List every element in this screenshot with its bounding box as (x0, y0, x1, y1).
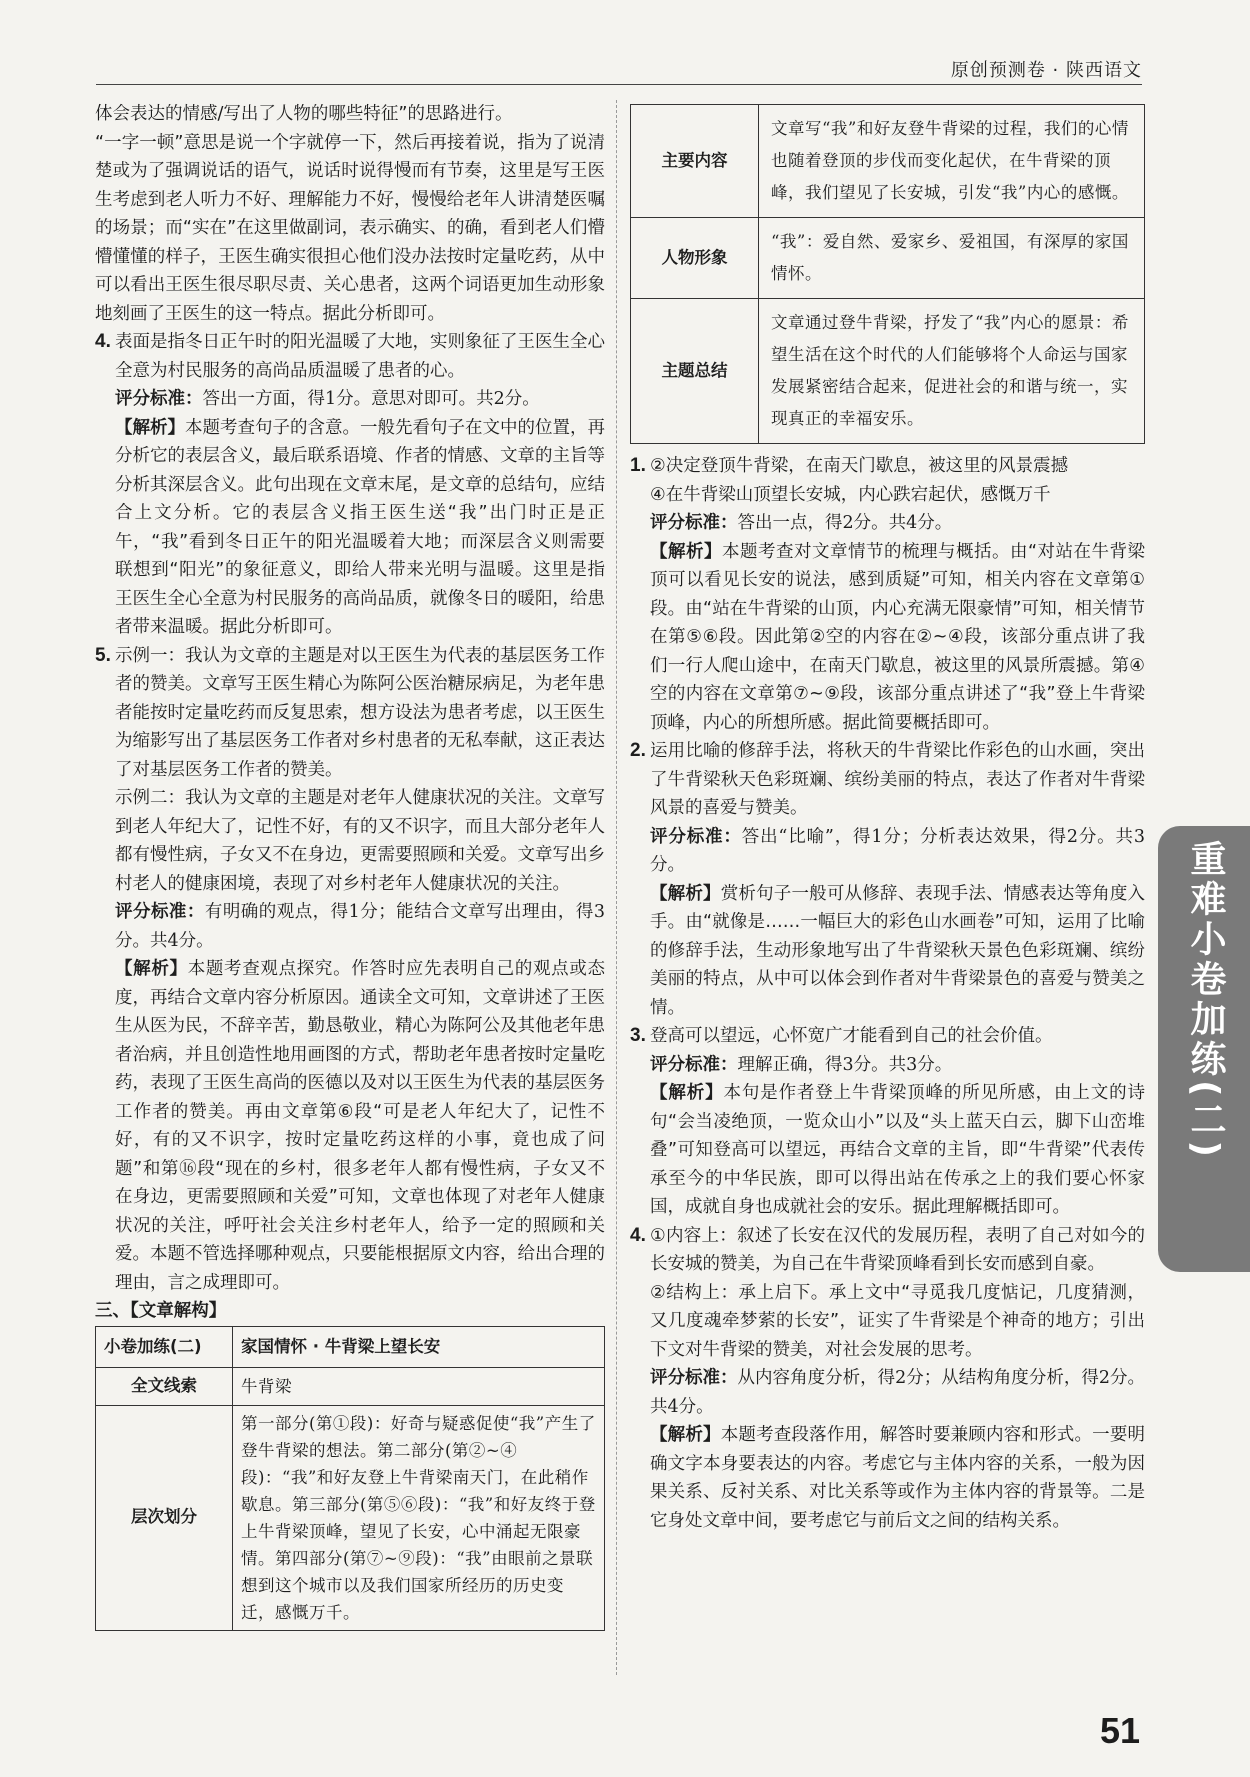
question-number: 4. (630, 1224, 646, 1246)
table-head-left: 小卷加练(二) (96, 1326, 233, 1368)
example-2: 示例二：我认为文章的主题是对老年人健康状况的关注。文章写到老人年纪大了，记性不好，有的又不识字，而且大部分老年人都有慢性病，子女又不在身边，更需要照顾和关爱。文章写出乡村老人的健康困境，表现了对乡村老年人健康状况的关注。 (115, 788, 605, 894)
row-value: “我”：爱自然、爱家乡、爱祖国，有深厚的家国情怀。 (759, 218, 1145, 299)
header-rule (96, 84, 1142, 85)
question-5-answer (95, 642, 605, 1298)
page-number: 51 (1099, 1710, 1140, 1751)
row-value: 牛背梁 (233, 1368, 605, 1406)
answer-text: ②结构上：承上启下。承上文中“寻觅我几度惦记，几度猜测，又几度魂牵梦萦的长安”，证实了牛背梁是个神奇的地方；引出下文对牛背梁的赞美，对社会发展的思考。 (650, 1282, 1145, 1360)
analysis: 【解析】本句是作者登上牛背梁顶峰的所见所感，由上文的诗句“会当凌绝顶，一览众山小”以及“头上蓝天白云，脚下山峦堆叠”可知登高可以望远，再结合文章的主旨，即“牛背梁”代表传承至今的中华民族，即可以得出站在传承之上的我们要心怀家国，成就自身也成就社会的安乐。据此理解概括即可。 (650, 1083, 1146, 1217)
table-row (96, 1405, 605, 1630)
score-criteria: 评分标准：从内容角度分析，得2分；从结构角度分析，得2分。共4分。 (650, 1368, 1145, 1417)
row-value: 文章写“我”和好友登牛背梁的过程，我们的心情也随着登顶的步伐而变化起伏，在牛背梁的顶峰，我们望见了长安城，引发“我”内心的感慨。 (759, 105, 1145, 218)
row-label: 人物形象 (631, 218, 759, 299)
series-title: 原创预测卷 · 陕西语文 (950, 60, 1142, 81)
score-criteria: 评分标准：答出一点，得2分。共4分。 (650, 513, 953, 533)
question-1-answer (630, 452, 1145, 737)
question-2-answer (630, 737, 1145, 1022)
question-number: 5. (95, 644, 111, 666)
analysis: 【解析】本题考查段落作用，解答时要兼顾内容和形式。一要明确文字本身要表达的内容。考虑它与主体内容的关系，一般为因果关系、反衬关系、对比关系等或作为主体内容的背景等。二是它身处文章中间，要考虑它与前后文之间的结构关系。 (650, 1425, 1146, 1531)
score-criteria: 评分标准：理解正确，得3分。共3分。 (650, 1054, 953, 1075)
question-4-answer (95, 328, 605, 642)
table-head-right: 家国情怀 · 牛背梁上望长安 (233, 1326, 605, 1368)
column-divider (616, 100, 617, 1675)
example-1: 示例一：我认为文章的主题是对以王医生为代表的基层医务工作者的赞美。文章写王医生精心为陈阿公医治糖尿病足，为老年患者能按时定量吃药而反复思索，想方设法为患者考虑，以王医生为缩影写出了基层医务工作者对乡村患者的无私奉献，这正表达了对基层医务工作者的赞美。 (115, 645, 605, 780)
question-number: 1. (630, 455, 646, 476)
row-label: 层次划分 (96, 1405, 233, 1630)
table-row (631, 299, 1145, 444)
table-head-row (96, 1326, 605, 1368)
row-label: 全文线索 (96, 1368, 233, 1406)
summary-table (630, 104, 1145, 444)
table-row (96, 1368, 605, 1406)
score-criteria: 评分标准：有明确的观点，得1分；能结合文章写出理由，得3分。共4分。 (115, 902, 605, 951)
row-label: 主题总结 (631, 299, 759, 444)
section-3-title: 三、【文章解构】 (95, 1301, 227, 1321)
analysis: 【解析】本题考查对文章情节的梳理与概括。由“对站在牛背梁顶可以看见长安的说法，感到质疑”可知，相关内容在文章第①段。由“站在牛背梁的山顶，内心充满无限豪情”可知，相关情节在第⑤⑥段。因此第②空的内容在②~④段，该部分重点讲了我们一行人爬山途中，在南天门歇息，被这里的风景所震撼。第④空的内容在文章第⑦~⑨段，该部分重点讲述了“我”登上牛背梁顶峰，内心的所想所感。据此简要概括即可。 (650, 541, 1145, 733)
score-criteria: 评分标准：答出“比喻”，得1分；分析表达效果，得2分。共3分。 (650, 826, 1145, 875)
side-tab-label: 重难小卷加练(二) (1185, 840, 1226, 1161)
question-number: 3. (630, 1025, 646, 1046)
right-column (630, 100, 1145, 1535)
analysis: 【解析】本题考查观点探究。作答时应先表明自己的观点或态度，再结合文章内容分析原因。通读全文可知，文章讲述了王医生从医为民，不辞辛苦，勤恳敬业，精心为陈阿公及其他老年患者治病，并且创造性地用画图的方式，帮助老年患者按时定量吃药，表现了王医生高尚的医德以及对以王医生为代表的基层医务工作者的赞美。再由文章第⑥段“可是老人年纪大了，记性不好，有的又不识字，按时定量吃药这样的小事，竟也成了问题”和第⑯段“现在的乡村，很多老年人都有慢性病，子女又不在身边，更需要照顾和关爱”可知，文章也体现了对老年人健康状况的关注，呼吁社会关注乡村老年人，给予一定的照顾和关爱。本题不管选择哪种观点，只要能根据原文内容，给出合理的理由，言之成理即可。 (115, 959, 606, 1293)
answer-text: 登高可以望远，心怀宽广才能看到自己的社会价值。 (650, 1026, 1053, 1046)
question-4-answer (630, 1222, 1145, 1536)
question-3-answer (630, 1022, 1145, 1222)
answer-text: ①内容上：叙述了长安在汉代的发展历程，表明了自己对如今的长安城的赞美，为自己在牛背梁顶峰看到长安而感到自豪。 (650, 1225, 1145, 1274)
question-number: 2. (630, 740, 646, 761)
table-row (631, 105, 1145, 218)
row-value: 文章通过登牛背梁，抒发了“我”内心的愿景：希望生活在这个时代的人们能够将个人命运与国家发展紧密结合起来，促进社会的和谐与统一，实现真正的幸福安乐。 (759, 299, 1145, 444)
analysis: 【解析】赏析句子一般可从修辞、表现手法、情感表达等角度入手。由“就像是……一幅巨大的彩色山水画卷”可知，运用了比喻的修辞手法，生动形象地写出了牛背梁秋天景色色彩斑斓、缤纷美丽的特点，从中可以体会到作者对牛背梁景色的喜爱与赞美之情。 (650, 883, 1146, 1018)
answer-text: 表面是指冬日正午时的阳光温暖了大地，实则象征了王医生全心全意为村民服务的高尚品质温暖了患者的心。 (115, 332, 605, 381)
row-value: 第一部分(第①段)：好奇与疑惑促使“我”产生了登牛背梁的想法。第二部分(第②~④段)：“我”和好友登上牛背梁南天门，在此稍作歇息。第三部分(第⑤⑥段)：“我”和好友终于登上牛背梁顶峰，望见了长安，心中涌起无限豪情。第四部分(第⑦~⑨段)：“我”由眼前之景联想到这个城市以及我们国家所经历的历史变迁，感慨万千。 (233, 1405, 605, 1630)
analysis: 【解析】本题考查句子的含意。一般先看句子在文中的位置，再分析它的表层含义，最后联系语境、作者的情感、文章的主旨等分析其深层含义。此句出现在文章末尾，是文章的总结句，应结合上文分析。它的表层含义指王医生送“我”出门时正是正午，“我”看到冬日正午的阳光温暖着大地；而深层含义则需要联想到“阳光”的象征意义，即给人带来光明与温暖。这里是指王医生全心全意为村民服务的高尚品质，就像冬日的暖阳，给患者带来温暖。据此分析即可。 (115, 417, 605, 637)
answer-text: ②决定登顶牛背梁，在南天门歇息，被这里的风景震撼 (650, 456, 1069, 476)
row-label: 主要内容 (631, 105, 759, 218)
intro-line-1: 体会表达的情感/写出了人物的哪些特征”的思路进行。 (95, 104, 513, 124)
answer-text: 运用比喻的修辞手法，将秋天的牛背梁比作彩色的山水画，突出了牛背梁秋天色彩斑斓、缤纷美丽的特点，表达了作者对牛背梁风景的喜爱与赞美。 (650, 741, 1145, 818)
intro-line-2: “一字一顿”意思是说一个字就停一下，然后再接着说，指为了说清楚或为了强调说话的语气，说话时说得慢而有节奏，这里是写王医生考虑到老人听力不好、理解能力不好，慢慢给老年人讲清楚医嘱的场景；而“实在”在这里做副词，表示确实、的确，看到老人们懵懵懂懂的样子，王医生确实很担心他们没办法按时定量吃药，从中可以看出王医生很尽职尽责、关心患者，这两个词语更加生动形象地刻画了王医生的这一特点。据此分析即可。 (95, 132, 605, 324)
question-number: 4. (95, 331, 111, 352)
answer-text: ④在牛背梁山顶望长安城，内心跌宕起伏，感慨万千 (650, 484, 1051, 505)
structure-table (95, 1326, 605, 1631)
left-column (95, 100, 605, 1631)
score-criteria: 评分标准：答出一方面，得1分。意思对即可。共2分。 (115, 389, 540, 409)
table-row (631, 218, 1145, 299)
